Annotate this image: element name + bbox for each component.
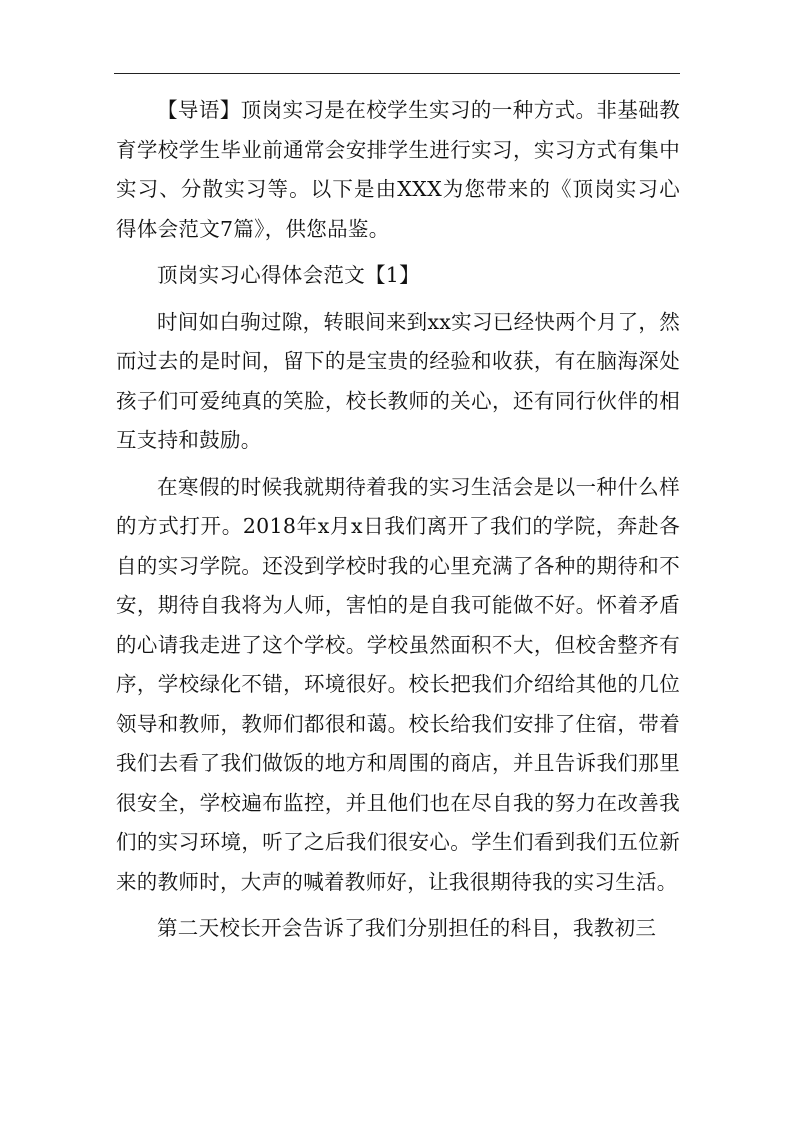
section-heading: 顶岗实习心得体会范文【1】 bbox=[157, 263, 420, 287]
body-paragraph-3: 第二天校长开会告诉了我们分别担任的科目，我教初三 bbox=[157, 916, 657, 940]
body-paragraph-1: 时间如白驹过隙，转眼间来到xx实习已经快两个月了，然而过去的是时间，留下的是宝贵的经验和收获，有在脑海深处孩子们可爱纯真的笑脸，校长教师的关心，还有同行伙伴的相互支持和鼓励。 bbox=[116, 309, 680, 452]
intro-paragraph: 【导语】顶岗实习是在校学生实习的一种方式。非基础教育学校学生毕业前通常会安排学生进行实习，实习方式有集中实习、分散实习等。以下是由XXX为您带来的《顶岗实习心得体会范文7篇》，供您品鉴。 bbox=[116, 98, 680, 241]
document-body bbox=[116, 91, 680, 949]
body-paragraph-2: 在寒假的时候我就期待着我的实习生活会是以一种什么样的方式打开。2018年x月x日我们离开了我们的学院，奔赴各自的实习学院。还没到学校时我的心里充满了各种的期待和不安，期待自我将为人师，害怕的是自我可能做不好。怀着矛盾的心请我走进了这个学校。学校虽然面积不大，但校舍整齐有序，学校绿化不错，环境很好。校长把我们介绍给其他的几位领导和教师，教师们都很和蔼。校长给我们安排了住宿，带着我们去看了我们做饭的地方和周围的商店，并且告诉我们那里很安全，学校遍布监控，并且他们也在尽自我的努力在改善我们的实习环境，听了之后我们很安心。学生们看到我们五位新来的教师时，大声的喊着教师好，让我很期待我的实习生活。 bbox=[116, 474, 680, 894]
header-rule bbox=[114, 73, 680, 74]
